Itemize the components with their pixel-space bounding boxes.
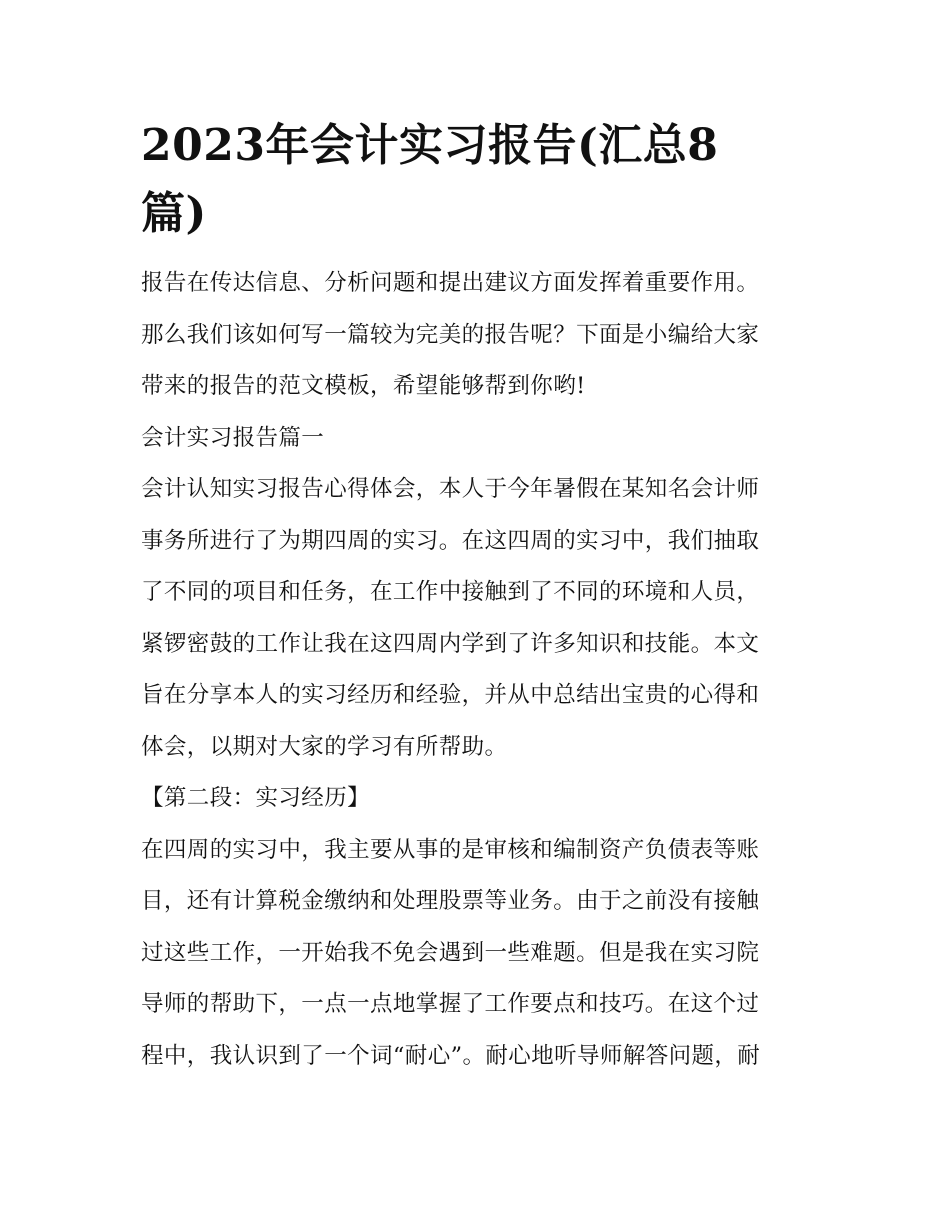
text-line: 那么我们该如何写一篇较为完美的报告呢？下面是小编给大家 [141, 321, 760, 348]
text-line: 紧锣密鼓的工作让我在这四周内学到了许多知识和技能。本文 [141, 630, 760, 657]
text-line: 程中，我认识到了一个词“耐心”。耐心地听导师解答问题，耐 [141, 1042, 761, 1069]
document-page [141, 112, 813, 1082]
document-body [141, 258, 813, 1082]
document-title: 2023年会计实习报告(汇总8 篇) [141, 120, 719, 239]
text-line: 过这些工作，一开始我不免会遇到一些难题。但是我在实习院 [141, 939, 760, 966]
text-line: 旨在分享本人的实习经历和经验，并从中总结出宝贵的心得和 [141, 682, 760, 708]
text-line: 导师的帮助下，一点一点地掌握了工作要点和技巧。在这个过 [141, 991, 760, 1017]
text-line: 了不同的项目和任务，在工作中接触到了不同的环境和人员， [141, 579, 760, 605]
text-line: 报告在传达信息、分析问题和提出建议方面发挥着重要作用。 [141, 270, 760, 296]
text-line: 事务所进行了为期四周的实习。在这四周的实习中，我们抽取 [141, 527, 760, 554]
text-line: 会计认知实习报告心得体会，本人于今年暑假在某知名会计师 [141, 476, 760, 502]
section-heading: 【第二段：实习经历】 [141, 785, 371, 811]
section-heading: 会计实习报告篇一 [141, 424, 325, 451]
text-line: 在四周的实习中，我主要从事的是审核和编制资产负债表等账 [141, 836, 760, 863]
text-line: 带来的报告的范文模板，希望能够帮到你哟! [141, 373, 586, 399]
text-line: 体会，以期对大家的学习有所帮助。 [141, 733, 508, 760]
text-line: 目，还有计算税金缴纳和处理股票等业务。由于之前没有接触 [141, 888, 760, 914]
